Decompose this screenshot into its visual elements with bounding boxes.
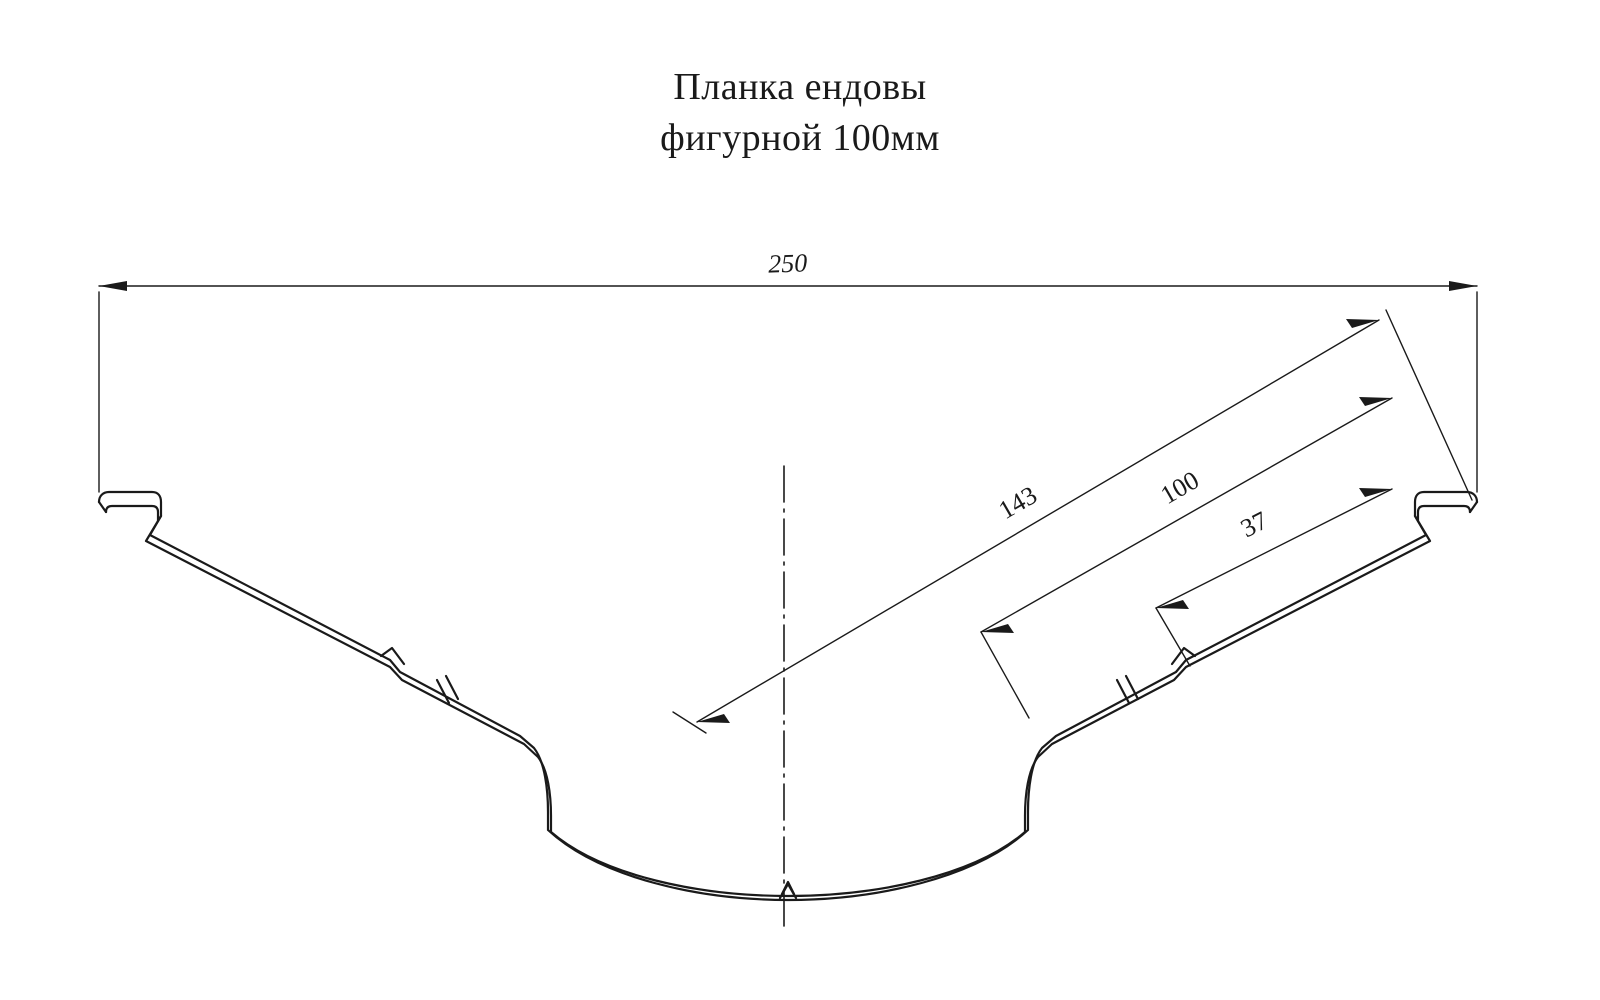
hem-end-left bbox=[99, 502, 161, 521]
dimension-37 bbox=[1156, 488, 1392, 666]
page-title-line-1: Планка ендовы bbox=[673, 66, 927, 108]
break-mark-right bbox=[1117, 676, 1138, 703]
profile-outer-line bbox=[99, 492, 1477, 900]
dimension-label-37: 37 bbox=[1235, 505, 1273, 544]
dimension-label-143: 143 bbox=[993, 480, 1042, 525]
hem-end-right bbox=[1415, 502, 1477, 521]
dimension-250 bbox=[99, 281, 1477, 492]
dimension-label-100: 100 bbox=[1155, 465, 1204, 510]
page-title-line-2: фигурной 100мм bbox=[660, 117, 940, 160]
dimension-100 bbox=[981, 397, 1392, 718]
dimension-label-250: 250 bbox=[767, 248, 808, 279]
profile-inner-line bbox=[106, 506, 1470, 896]
